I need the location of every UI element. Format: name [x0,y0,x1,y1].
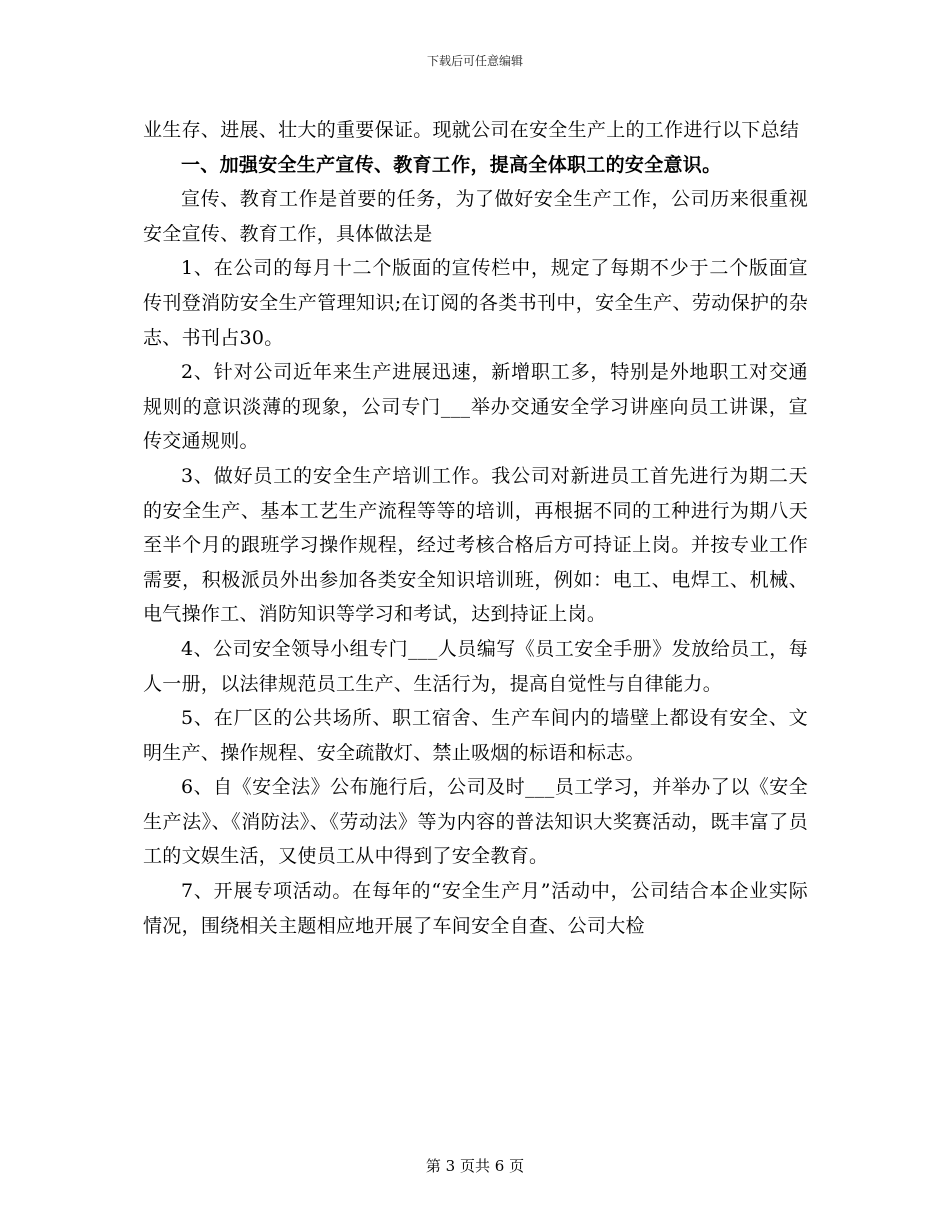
item-paragraph-7: 7、开展专项活动。在每年的“安全生产月”活动中，公司结合本企业实际情况，围绕相关主题相应地开展了车间安全自查、公司大检 [143,880,808,937]
section-heading: 一、加强安全生产宣传、教育工作，提高全体职工的安全意识。 [181,153,722,176]
item-paragraph-3: 3、做好员工的安全生产培训工作。我公司对新进员工首先进行为期二天的安全生产、基本工艺生产流程等等的培训，再根据不同的工种进行为期八天至半个月的跟班学习操作规程，经过考核合格后方可持证上岗。并按专业工作需要，积极派员外出参加各类安全知识培训班，例如：电工、电焊工、机械、电气操作工、消防知识等学习和考试，达到持证上岗。 [143,464,808,626]
page-number: 第 3 页共 6 页 [425,1157,525,1175]
item-paragraph-1: 1、在公司的每月十二个版面的宣传栏中，规定了每期不少于二个版面宣传刊登消防安全生产管理知识;在订阅的各类书刊中，安全生产、劳动保护的杂志、书刊占30。 [143,257,808,349]
intro-paragraph: 宣传、教育工作是首要的任务，为了做好安全生产工作，公司历来很重视安全宣传、教育工作，具体做法是 [143,188,808,245]
document-body [143,113,808,943]
page-header-note: 下载后可任意编辑 [426,54,523,68]
item-paragraph-2: 2、针对公司近年来生产进展迅速，新增职工多，特别是外地职工对交通规则的意识淡薄的现象，公司专门___举办交通安全学习讲座向员工讲课，宣传交通规则。 [143,361,808,453]
item-paragraph-4: 4、公司安全领导小组专门___人员编写《员工安全手册》发放给员工，每人一册，以法律规范员工生产、生活行为，提高自觉性与自律能力。 [143,637,808,695]
item-paragraph-5: 5、在厂区的公共场所、职工宿舍、生产车间内的墙壁上都设有安全、文明生产、操作规程、安全疏散灯、禁止吸烟的标语和标志。 [143,707,808,764]
item-paragraph-6: 6、自《安全法》公布施行后，公司及时___员工学习，并举办了以《安全生产法》、《消防法》、《劳动法》等为内容的普法知识大奖赛活动，既丰富了员工的文娱生活，又使员工从中得到了安全教育。 [143,776,808,868]
lead-paragraph: 业生存、进展、壮大的重要保证。现就公司在安全生产上的工作进行以下总结 [143,119,800,141]
